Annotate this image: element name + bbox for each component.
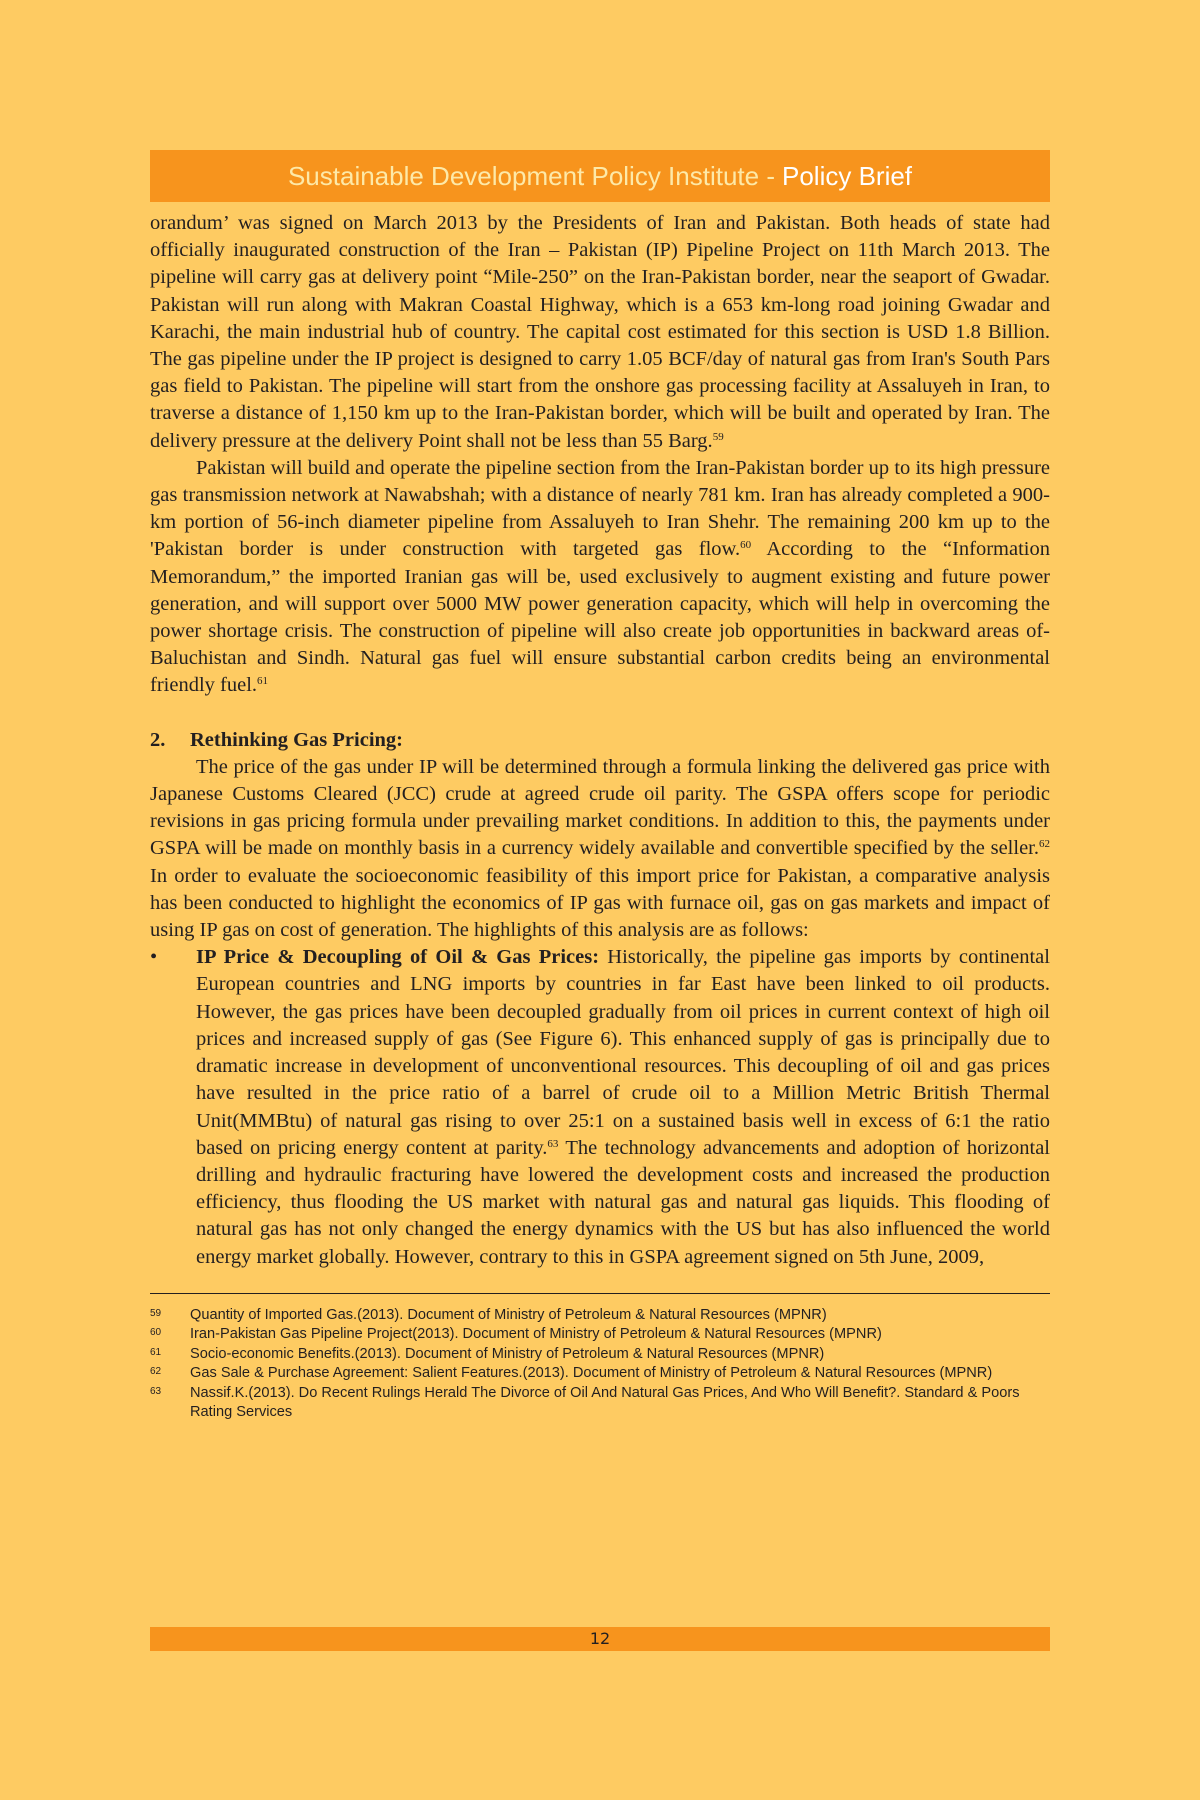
footnote-text: Iran-Pakistan Gas Pipeline Project(2013). Document of Ministry of Petroleum & Natural Resources (MPNR)	[190, 1326, 882, 1343]
bullet-title: IP Price & Decoupling of Oil & Gas Prices:	[196, 946, 600, 969]
bullet-item	[150, 944, 1050, 1270]
section-number: 2.	[150, 728, 166, 751]
footnotes	[150, 1306, 1050, 1423]
header-title-strong: Policy Brief	[781, 160, 913, 191]
footnote-number: 63	[150, 1385, 162, 1397]
policy-brief-page	[150, 150, 1050, 1423]
footnote-61	[150, 1345, 1050, 1365]
footnote-text: Gas Sale & Purchase Agreement: Salient Features.(2013). Document of Ministry of Petroleum & Natural Resources (MPNR)	[190, 1365, 993, 1382]
footnote-number: 61	[150, 1346, 162, 1358]
footnote-ref-59: 59	[712, 430, 724, 443]
footnote-ref-60: 60	[740, 539, 752, 552]
page-number: 12	[589, 1629, 611, 1648]
footnote-59	[150, 1306, 1050, 1326]
paragraph-3	[150, 754, 1050, 944]
footnote-number: 60	[150, 1327, 162, 1339]
bullet-part1: Historically, the pipeline gas imports by continental European countries and LNG imports by countries in far East have been linked to oil products. However, the gas prices have been decoupled gradually from oil prices in current context of high oil prices and increased supply of gas (See Figure 6). This enhanced supply of gas is principally due to dramatic increase in development of unconventional resources. This decoupling of oil and gas prices have resulted in the price ratio of a barrel of crude oil to a Million Metric British Thermal Unit(MMBtu) of natural gas rising to over 25:1 on a sustained basis well in excess of 6:1 the ratio based on pricing energy content at parity.	[196, 946, 1050, 1159]
footnote-60	[150, 1325, 1050, 1345]
bullet-text	[196, 944, 1050, 1270]
paragraph-2-part2: According to the “Information Memorandum,” the imported Iranian gas will be, used exclusively to augment existing and future power generation, and will support over 5000 MW power generation capacity, which will help in overcoming the power shortage crisis. The construction of pipeline will also create job opportunities in backward areas of-Baluchistan and Sindh. Natural gas fuel will ensure substantial carbon credits being an environmental friendly fuel.	[150, 538, 1050, 697]
footnote-62	[150, 1364, 1050, 1384]
footnote-text: Socio-economic Benefits.(2013). Document of Ministry of Petroleum & Natural Resources (MPNR)	[190, 1345, 825, 1362]
body-text	[150, 210, 1050, 1271]
paragraph-3-part2: In order to evaluate the socioeconomic feasibility of this import price for Pakistan, a comparative analysis has been conducted to highlight the economics of IP gas with furnace oil, gas on gas markets and impact of using IP gas on cost of generation. The highlights of this analysis are as follows:	[150, 864, 1050, 942]
section-heading	[150, 727, 1050, 754]
footnote-divider	[150, 1293, 1050, 1294]
bullet-marker: •	[150, 946, 158, 969]
footnote-text: Nassif.K.(2013). Do Recent Rulings Herald The Divorce of Oil And Natural Gas Prices, And Who Will Benefit?. Standard & Poors Rating Services	[190, 1384, 1020, 1421]
footer-bar	[150, 1627, 1050, 1651]
paragraph-3-part1: The price of the gas under IP will be determined through a formula linking the delivered gas price with Japanese Customs Cleared (JCC) crude at agreed crude oil parity. The GSPA offers scope for periodic revisions in gas pricing formula under prevailing market conditions. In addition to this, the payments under GSPA will be made on monthly basis in a currency widely available and convertible specified by the seller.	[150, 755, 1050, 860]
header-bar	[150, 150, 1050, 202]
footnote-ref-63: 63	[547, 1137, 559, 1150]
footnote-63	[150, 1384, 1050, 1423]
paragraph-2	[150, 455, 1050, 700]
bullet-part2: The technology advancements and adoption of horizontal drilling and hydraulic fracturing have lowered the development costs and increased the production efficiency, thus flooding the US market with natural gas and natural gas liquids. This flooding of natural gas has not only changed the energy dynamics with the US but has also influenced the world energy market globally. However, contrary to this in GSPA agreement signed on 5th June, 2009,	[196, 1136, 1051, 1268]
paragraph-1	[150, 210, 1050, 455]
footnote-text: Quantity of Imported Gas.(2013). Document of Ministry of Petroleum & Natural Resources (MPNR)	[190, 1306, 827, 1323]
footnote-number: 62	[150, 1366, 162, 1378]
footnote-number: 59	[150, 1307, 162, 1319]
footnote-ref-61: 61	[257, 675, 269, 688]
section-title: Rethinking Gas Pricing:	[190, 728, 403, 751]
footnote-ref-62: 62	[1039, 838, 1050, 851]
header-title-prefix: Sustainable Development Policy Institute -	[287, 160, 775, 191]
paragraph-2-part1: Pakistan will build and operate the pipeline section from the Iran-Pakistan border up to its high pressure gas transmission network at Nawabshah; with a distance of nearly 781 km. Iran has already completed a 900-km portion of 56-inch diameter pipeline from Assaluyeh to Iran Shehr. The remaining 200 km up to the 'Pakistan border is under construction with targeted gas flow.	[150, 456, 1050, 561]
paragraph-1-text: orandum’ was signed on March 2013 by the Presidents of Iran and Pakistan. Both heads of state had officially inaugurated construction of the Iran – Pakistan (IP) Pipeline Project on 11th March 2013. The pipeline will carry gas at delivery point “Mile-250” on the Iran-Pakistan border, near the seaport of Gwadar. Pakistan will run along with Makran Coastal Highway, which is a 653 km-long road joining Gwadar and Karachi, the main industrial hub of country. The capital cost estimated for this section is USD 1.8 Billion. The gas pipeline under the IP project is designed to carry 1.05 BCF/day of natural gas from Iran's South Pars gas field to Pakistan. The pipeline will start from the onshore gas processing facility at Assaluyeh in Iran, to traverse a distance of 1,150 km up to the Iran-Pakistan border, which will be built and operated by Iran. The delivery pressure at the delivery Point shall not be less than 55 Barg.	[150, 212, 1050, 452]
